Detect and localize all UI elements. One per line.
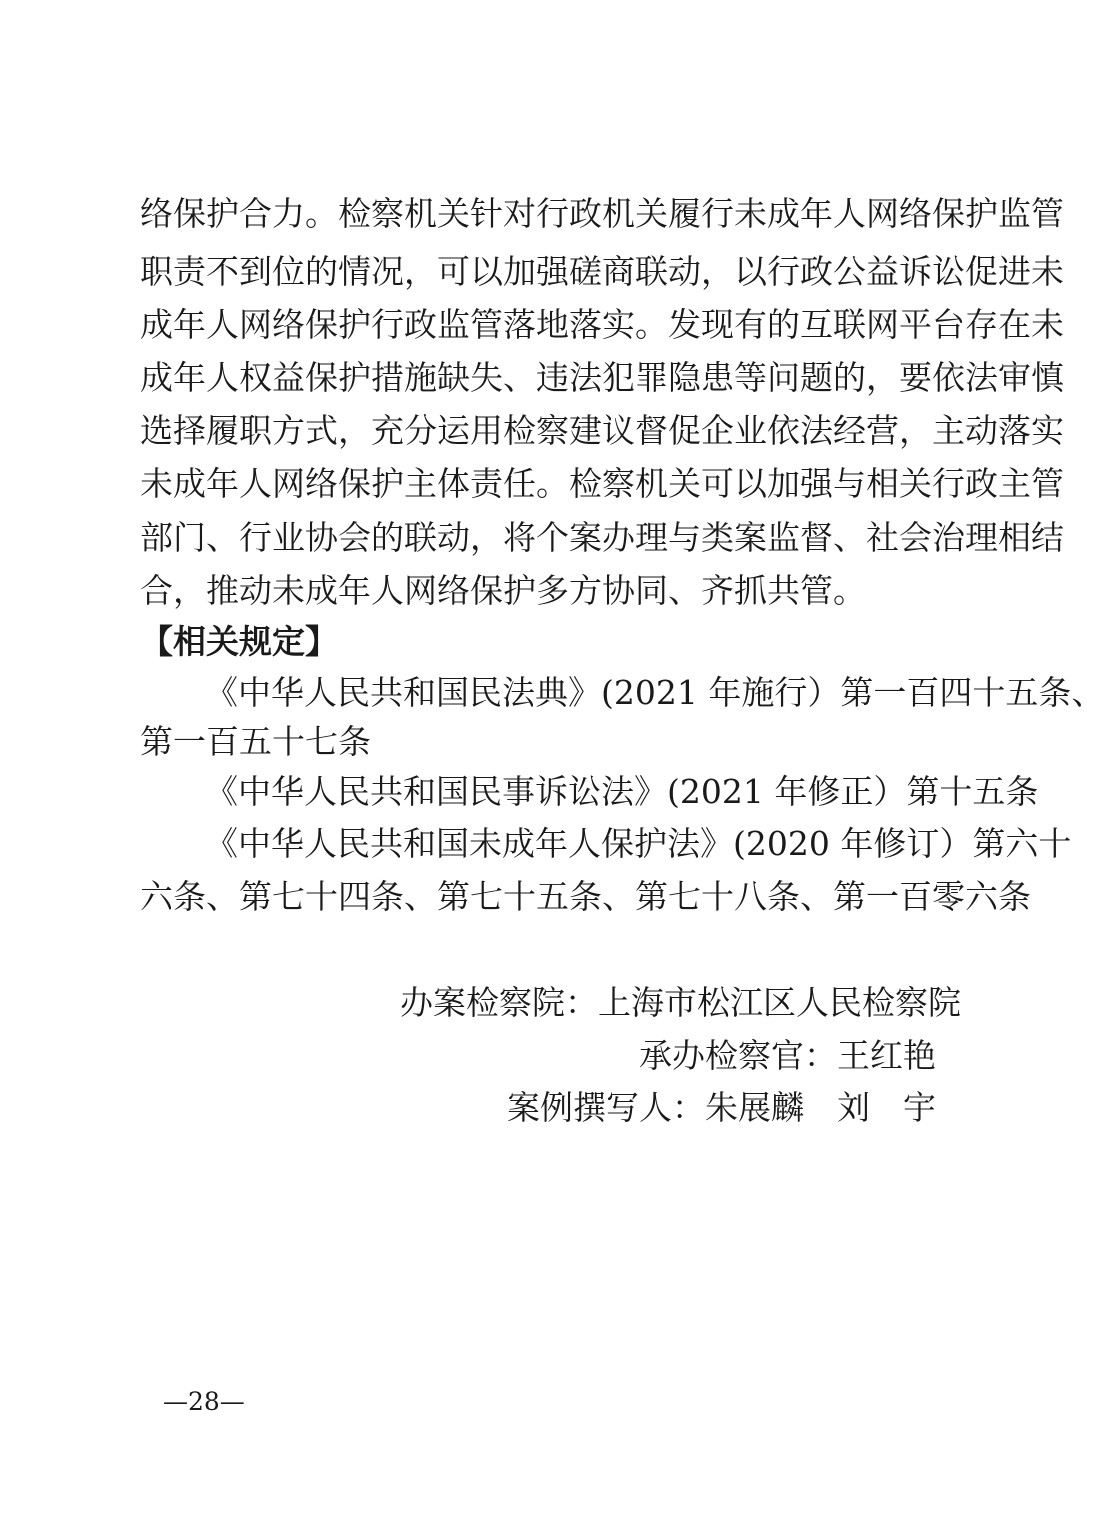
paragraph-line-3: 成年人网络保护行政监管落地落实。发现有的互联网平台存在未 [140,305,1064,344]
signature-prosecutor: 承办检察官：王红艳 [639,1036,936,1075]
paragraph-line-7: 部门、行业协会的联动，将个案办理与类案监督、社会治理相结 [140,518,1064,557]
regulation-1-line-2: 第一百五十七条 [140,722,371,761]
regulation-1-line-1: 《中华人民共和国民法典》(2021 年施行）第一百四十五条、 [205,673,1104,712]
paragraph-line-6: 未成年人网络保护主体责任。检察机关可以加强与相关行政主管 [140,464,1064,503]
paragraph-line-2: 职责不到位的情况，可以加强磋商联动，以行政公益诉讼促进未 [140,252,1064,291]
regulation-3-line-1: 《中华人民共和国未成年人保护法》(2020 年修订）第六十 [205,824,1072,863]
signature-writers: 案例撰写人：朱展麟 刘 宇 [507,1088,936,1127]
page-number: —28— [163,1387,245,1416]
regulations-heading: 【相关规定】 [140,622,338,661]
regulation-3-line-2: 六条、第七十四条、第七十五条、第七十八条、第一百零六条 [140,877,1031,916]
regulation-2: 《中华人民共和国民事诉讼法》(2021 年修正）第十五条 [205,772,1039,811]
paragraph-line-4: 成年人权益保护措施缺失、违法犯罪隐患等问题的，要依法审慎 [140,358,1064,397]
paragraph-line-8: 合，推动未成年人网络保护多方协同、齐抓共管。 [140,571,866,610]
paragraph-line-5: 选择履职方式，充分运用检察建议督促企业依法经营，主动落实 [140,411,1064,450]
signature-procuratorate: 办案检察院：上海市松江区人民检察院 [400,983,961,1022]
paragraph-line-1: 络保护合力。检察机关针对行政机关履行未成年人网络保护监管 [140,194,1064,233]
